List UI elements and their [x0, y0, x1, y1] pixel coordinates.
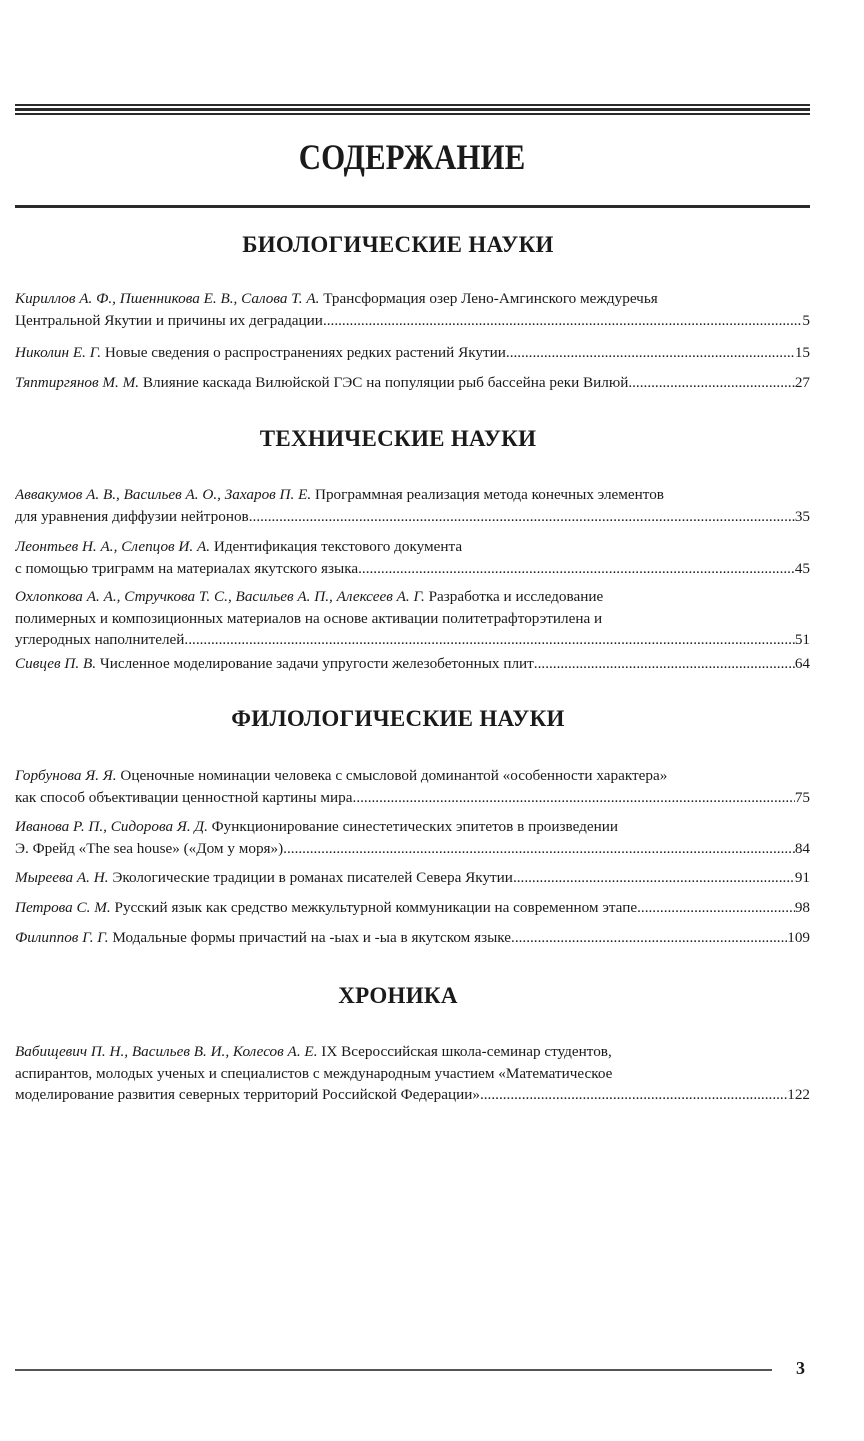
- entry-line: [15, 1084, 810, 1106]
- entry-text-wrap: [15, 538, 462, 555]
- section-heading: БИОЛОГИЧЕСКИЕ НАУКИ: [242, 232, 554, 257]
- toc-entry[interactable]: [15, 897, 810, 919]
- entry-authors: Филиппов Г. Г.: [15, 929, 109, 946]
- entry-text-wrap: [15, 838, 283, 860]
- toc-entry[interactable]: [15, 586, 810, 651]
- entry-title: моделирование развития северных территорий Российской Федерации»: [15, 1086, 480, 1103]
- entry-text-wrap: [15, 1065, 612, 1082]
- entry-line: [15, 484, 810, 506]
- dot-leader: [511, 927, 787, 949]
- toc-entry[interactable]: [15, 484, 810, 527]
- dot-leader: [637, 897, 795, 919]
- entry-title: как способ объективации ценностной картины мира: [15, 788, 353, 806]
- toc-entry[interactable]: [15, 816, 810, 859]
- entry-text-wrap: [15, 588, 603, 605]
- entry-authors: Горбунова Я. Я.: [15, 767, 117, 784]
- page-number: 3: [796, 1358, 805, 1378]
- entry-authors: Сивцев П. В.: [15, 655, 97, 672]
- entry-page-number: 15: [794, 344, 810, 361]
- toc-entry[interactable]: [15, 765, 810, 808]
- dot-leader: [358, 558, 795, 580]
- footer-rule: [15, 1369, 772, 1371]
- entry-text-wrap: [15, 818, 618, 835]
- dot-leader: [249, 506, 795, 528]
- entry-page-number: 51: [794, 631, 810, 648]
- dot-leader: [353, 787, 795, 809]
- entry-title: Модальные формы причастий на -ыах и -ыа в якутском языке: [112, 929, 512, 946]
- entry-title: Трансформация озер Лено-Амгинского междуречья: [323, 290, 658, 307]
- dot-leader: [506, 342, 795, 364]
- entry-text-wrap: [15, 610, 602, 627]
- entry-page-number: 109: [787, 929, 810, 946]
- entry-authors: Иванова Р. П., Сидорова Я. Д.: [15, 818, 208, 835]
- header-triple-rule: [15, 104, 810, 116]
- entry-line: [15, 653, 810, 675]
- title-rule: [15, 205, 810, 208]
- entry-text-wrap: [15, 927, 511, 949]
- section-heading: ХРОНИКА: [338, 983, 458, 1008]
- dot-leader: [283, 838, 795, 860]
- dot-leader: [628, 372, 794, 394]
- entry-page-number: 91: [794, 869, 810, 886]
- entry-text-wrap: [15, 787, 353, 809]
- entry-authors: Мыреева А. Н.: [15, 869, 109, 886]
- toc-entry[interactable]: [15, 927, 810, 949]
- entry-text-wrap: [15, 1084, 480, 1106]
- entry-title: Численное моделирование задачи упругости железобетонных плит: [99, 655, 534, 672]
- entry-title: углеродных наполнителей: [15, 631, 185, 648]
- entry-line: [15, 629, 810, 651]
- entry-line: [15, 586, 810, 608]
- entry-page-number: 5: [802, 311, 810, 329]
- entry-authors: Николин Е. Г.: [15, 344, 102, 361]
- toc-entry[interactable]: [15, 342, 810, 364]
- entry-authors: Тяптиргянов М. М.: [15, 374, 140, 391]
- entry-text-wrap: [15, 867, 513, 889]
- toc-entry[interactable]: [15, 867, 810, 889]
- entry-line: [15, 927, 810, 949]
- entry-page-number: 27: [794, 374, 810, 391]
- entry-text-wrap: [15, 558, 358, 580]
- dot-leader: [184, 629, 794, 651]
- entry-line: [15, 765, 810, 787]
- entry-line: [15, 288, 810, 310]
- entry-text-wrap: [15, 767, 667, 784]
- entry-title: Программная реализация метода конечных элементов: [315, 486, 664, 503]
- page-title: СОДЕРЖАНИЕ: [298, 137, 526, 177]
- entry-page-number: 35: [794, 507, 810, 525]
- entry-page-number: 84: [794, 839, 810, 857]
- entry-line: [15, 1041, 810, 1063]
- entry-authors: Аввакумов А. В., Васильев А. О., Захаров П. Е.: [15, 486, 312, 503]
- entry-title: Влияние каскада Вилюйской ГЭС на популяции рыб бассейна реки Вилюй: [142, 374, 629, 391]
- entry-line: [15, 372, 810, 394]
- entry-title: Идентификация текстового документа: [213, 538, 463, 555]
- entry-line: [15, 310, 810, 332]
- entry-text-wrap: [15, 342, 506, 364]
- entry-title: Функционирование синестетических эпитетов в произведении: [211, 818, 618, 835]
- toc-entry[interactable]: [15, 288, 810, 331]
- section-heading: ФИЛОЛОГИЧЕСКИЕ НАУКИ: [231, 706, 565, 731]
- entry-text-wrap: [15, 486, 664, 503]
- entry-title: Русский язык как средство межкультурной коммуникации на современном этапе: [114, 899, 638, 916]
- entry-text-wrap: [15, 290, 658, 307]
- entry-authors: Кириллов А. Ф., Пшенникова Е. В., Салова Т. А.: [15, 290, 320, 307]
- dot-leader: [534, 653, 795, 675]
- entry-line: [15, 536, 810, 558]
- entry-title: Разработка и исследование: [428, 588, 604, 605]
- entry-line: [15, 787, 810, 809]
- entry-line: [15, 342, 810, 364]
- entry-title: Оценочные номинации человека с смысловой доминантой «особенности характера»: [120, 767, 668, 784]
- entry-line: [15, 1063, 810, 1085]
- entry-line: [15, 897, 810, 919]
- entry-title: Экологические традиции в романах писателей Севера Якутии: [112, 869, 513, 886]
- dot-leader: [513, 867, 795, 889]
- section-heading: ТЕХНИЧЕСКИЕ НАУКИ: [259, 426, 537, 451]
- entry-title: Новые сведения о распространениях редких растений Якутии: [104, 344, 506, 361]
- entry-title: для уравнения диффузии нейтронов: [15, 507, 249, 525]
- entry-title: Центральной Якутии и причины их деградации: [15, 311, 323, 329]
- entry-title: полимерных и композиционных материалов на основе активации политетрафторэтилена и: [15, 609, 603, 627]
- entry-text-wrap: [15, 372, 628, 394]
- entry-text-wrap: [15, 897, 637, 919]
- entry-line: [15, 506, 810, 528]
- toc-entry[interactable]: [15, 536, 810, 579]
- toc-entry[interactable]: [15, 1041, 810, 1106]
- dot-leader: [323, 310, 802, 332]
- entry-authors: Вабищевич П. Н., Васильев В. И., Колесов А. Е.: [15, 1043, 318, 1060]
- entry-page-number: 45: [794, 559, 810, 577]
- dot-leader: [480, 1084, 787, 1106]
- entry-title: с помощью триграмм на материалах якутского языка: [15, 559, 359, 577]
- entry-authors: Петрова С. М.: [15, 899, 111, 916]
- entry-line: [15, 867, 810, 889]
- entry-line: [15, 608, 810, 630]
- entry-text-wrap: [15, 629, 184, 651]
- toc-entry[interactable]: [15, 372, 810, 394]
- entry-text-wrap: [15, 1043, 612, 1060]
- entry-title: Э. Фрейд «The sea house» («Дом у моря»): [15, 839, 284, 857]
- entry-line: [15, 838, 810, 860]
- toc-entry[interactable]: [15, 653, 810, 675]
- entry-page-number: 64: [794, 655, 810, 672]
- entry-text-wrap: [15, 653, 534, 675]
- entry-line: [15, 558, 810, 580]
- entry-page-number: 98: [794, 899, 810, 916]
- entry-text-wrap: [15, 310, 323, 332]
- entry-title: аспирантов, молодых ученых и специалистов с международным участием «Математическое: [15, 1064, 613, 1082]
- entry-authors: Охлопкова А. А., Стручкова Т. С., Васильев А. П., Алексеев А. Г.: [15, 588, 425, 605]
- entry-page-number: 75: [794, 788, 810, 806]
- entry-line: [15, 816, 810, 838]
- entry-page-number: 122: [787, 1086, 810, 1103]
- entry-text-wrap: [15, 506, 249, 528]
- entry-authors: Леонтьев Н. А., Слепцов И. А.: [15, 538, 211, 555]
- entry-title: IX Всероссийская школа-семинар студентов,: [321, 1043, 612, 1060]
